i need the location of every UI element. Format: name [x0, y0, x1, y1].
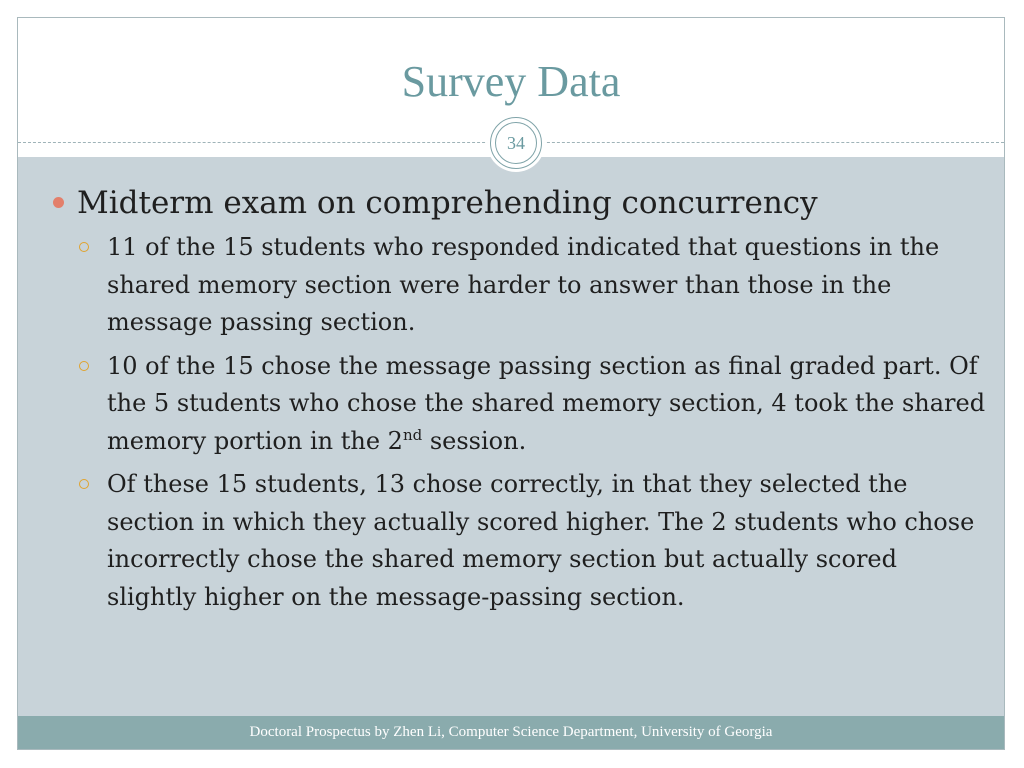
hollow-circle-icon [79, 479, 89, 489]
bullet-dot-icon [53, 197, 64, 208]
hollow-circle-icon [79, 242, 89, 252]
bullet-list [51, 183, 991, 616]
page-number: 34 [507, 132, 525, 153]
slide-title: Survey Data [401, 57, 621, 106]
sub-bullet-2-text: 10 of the 15 chose the message passing section as final graded part. Of the 5 students who chose the shared memory section, 4 took the shared memory portion in the 2 [107, 351, 986, 455]
footer-bar [18, 716, 1004, 749]
footer-text: Doctoral Prospectus by Zhen Li, Computer Science Department, University of Georgia [249, 724, 773, 740]
slide [17, 17, 1005, 750]
ordinal-suffix: nd [402, 425, 423, 444]
sub-bullet-2 [79, 348, 991, 461]
bullet-main [51, 183, 991, 223]
hollow-circle-icon [79, 361, 89, 371]
sub-bullet-1-text: 11 of the 15 students who responded indicated that questions in the shared memory section were harder to answer than those in the message passing section. [107, 233, 940, 336]
sub-bullet-3-text: Of these 15 students, 13 chose correctly, in that they selected the section in which they actually scored higher. The 2 students who chose incorrectly chose the shared memory section but actually scored slightly higher on the message-passing section. [107, 470, 975, 611]
sub-bullet-1 [79, 229, 991, 342]
bullet-main-text: Midterm exam on comprehending concurrency [77, 185, 818, 221]
sub-bullet-3 [79, 466, 991, 616]
page-number-badge [490, 117, 542, 169]
sub-bullet-2-tail: session. [422, 426, 527, 455]
